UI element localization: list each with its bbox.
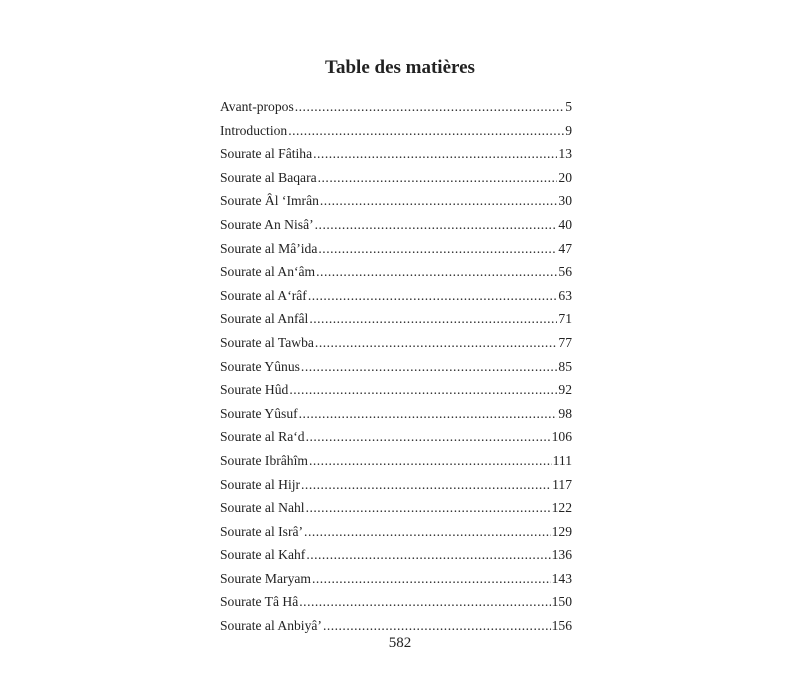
toc-entry-title: Sourate Tâ Hâ bbox=[220, 594, 299, 610]
toc-entry-page: 71 bbox=[558, 311, 572, 327]
dot-leader bbox=[308, 284, 558, 308]
toc-entry-page: 63 bbox=[558, 287, 572, 303]
toc-entry-title: Sourate Âl ‘Imrân bbox=[220, 193, 319, 209]
toc-entry-title: Sourate al Hijr bbox=[220, 476, 301, 492]
dot-leader bbox=[313, 142, 557, 166]
toc-entry[interactable] bbox=[220, 496, 572, 520]
toc-entry-title: Sourate al Tawba bbox=[220, 334, 314, 350]
table-of-contents bbox=[220, 95, 572, 638]
dot-leader bbox=[309, 449, 552, 473]
dot-leader bbox=[318, 237, 557, 261]
toc-entry-page: 117 bbox=[552, 476, 572, 492]
toc-entry[interactable] bbox=[220, 213, 572, 237]
toc-entry[interactable] bbox=[220, 331, 572, 355]
toc-entry[interactable] bbox=[220, 567, 572, 591]
dot-leader bbox=[312, 567, 551, 591]
toc-entry-page: 30 bbox=[558, 193, 572, 209]
toc-entry-page: 77 bbox=[558, 334, 572, 350]
toc-entry-title: Sourate Yûsuf bbox=[220, 405, 298, 421]
toc-entry[interactable] bbox=[220, 449, 572, 473]
dot-leader bbox=[318, 166, 558, 190]
toc-entry-title: Sourate al An‘âm bbox=[220, 264, 316, 280]
dot-leader bbox=[315, 213, 558, 237]
dot-leader bbox=[304, 520, 551, 544]
dot-leader bbox=[320, 189, 558, 213]
toc-entry[interactable] bbox=[220, 142, 572, 166]
toc-entry-page: 129 bbox=[551, 523, 572, 539]
toc-entry-title: Sourate Ibrâhîm bbox=[220, 452, 308, 468]
dot-leader bbox=[299, 402, 558, 426]
toc-entry[interactable] bbox=[220, 520, 572, 544]
toc-entry-page: 106 bbox=[551, 429, 572, 445]
toc-entry-page: 156 bbox=[551, 618, 572, 634]
toc-entry[interactable] bbox=[220, 378, 572, 402]
toc-entry-title: Sourate Maryam bbox=[220, 570, 311, 586]
toc-entry-page: 20 bbox=[558, 169, 572, 185]
toc-entry-page: 5 bbox=[565, 99, 572, 114]
toc-entry-title: Sourate Hûd bbox=[220, 382, 289, 398]
toc-entry[interactable] bbox=[220, 402, 572, 426]
toc-entry-title: Sourate al Nahl bbox=[220, 500, 305, 516]
toc-entry-title: Sourate al Fâtiha bbox=[220, 146, 313, 162]
toc-entry-title: Sourate al Anbiyâ’ bbox=[220, 618, 322, 634]
toc-entry[interactable] bbox=[220, 355, 572, 379]
dot-leader bbox=[299, 590, 550, 614]
dot-leader bbox=[289, 378, 557, 402]
toc-entry[interactable] bbox=[220, 166, 572, 190]
toc-entry-page: 56 bbox=[558, 264, 572, 280]
dot-leader bbox=[306, 496, 551, 520]
page-number: 582 bbox=[388, 635, 412, 651]
dot-leader bbox=[301, 473, 551, 497]
dot-leader bbox=[295, 95, 564, 119]
dot-leader bbox=[306, 543, 550, 567]
toc-entry-page: 111 bbox=[552, 452, 572, 468]
toc-entry[interactable] bbox=[220, 543, 572, 567]
toc-entry-title: Sourate Yûnus bbox=[220, 358, 300, 374]
toc-entry-page: 85 bbox=[558, 358, 572, 374]
toc-entry-title: Sourate al Ra‘d bbox=[220, 429, 305, 445]
toc-entry[interactable] bbox=[220, 119, 572, 143]
dot-leader bbox=[306, 425, 551, 449]
toc-entry-page: 143 bbox=[551, 570, 572, 586]
dot-leader bbox=[316, 260, 557, 284]
toc-entry-title: Sourate al Kahf bbox=[220, 547, 306, 563]
toc-entry[interactable] bbox=[220, 473, 572, 497]
toc-entry-page: 47 bbox=[558, 240, 572, 256]
toc-entry-title: Introduction bbox=[220, 122, 288, 138]
toc-entry-page: 40 bbox=[558, 216, 572, 232]
toc-entry[interactable] bbox=[220, 260, 572, 284]
toc-entry[interactable] bbox=[220, 307, 572, 331]
toc-entry[interactable] bbox=[220, 590, 572, 614]
dot-leader bbox=[309, 307, 557, 331]
toc-entry-title: Sourate al A‘râf bbox=[220, 287, 307, 303]
dot-leader bbox=[315, 331, 557, 355]
toc-entry[interactable] bbox=[220, 425, 572, 449]
toc-entry-page: 122 bbox=[551, 500, 572, 516]
toc-entry[interactable] bbox=[220, 189, 572, 213]
toc-entry-title: Sourate al Baqara bbox=[220, 169, 317, 185]
toc-entry-title: Avant-propos bbox=[220, 99, 294, 114]
toc-entry-page: 98 bbox=[558, 405, 572, 421]
dot-leader bbox=[301, 355, 557, 379]
toc-entry[interactable] bbox=[220, 95, 572, 119]
toc-entry-page: 92 bbox=[558, 382, 572, 398]
toc-entry[interactable] bbox=[220, 284, 572, 308]
dot-leader bbox=[288, 119, 564, 143]
toc-entry[interactable] bbox=[220, 237, 572, 261]
page-title: Table des matières bbox=[325, 57, 475, 78]
toc-entry-title: Sourate An Nisâ’ bbox=[220, 216, 314, 232]
toc-entry-page: 9 bbox=[565, 122, 572, 138]
toc-entry-page: 136 bbox=[551, 547, 572, 563]
toc-entry-page: 150 bbox=[551, 594, 572, 610]
toc-entry-title: Sourate al Isrâ’ bbox=[220, 523, 304, 539]
toc-entry-page: 13 bbox=[558, 146, 572, 162]
toc-entry-title: Sourate al Mâ’ida bbox=[220, 240, 318, 256]
toc-entry-title: Sourate al Anfâl bbox=[220, 311, 309, 327]
